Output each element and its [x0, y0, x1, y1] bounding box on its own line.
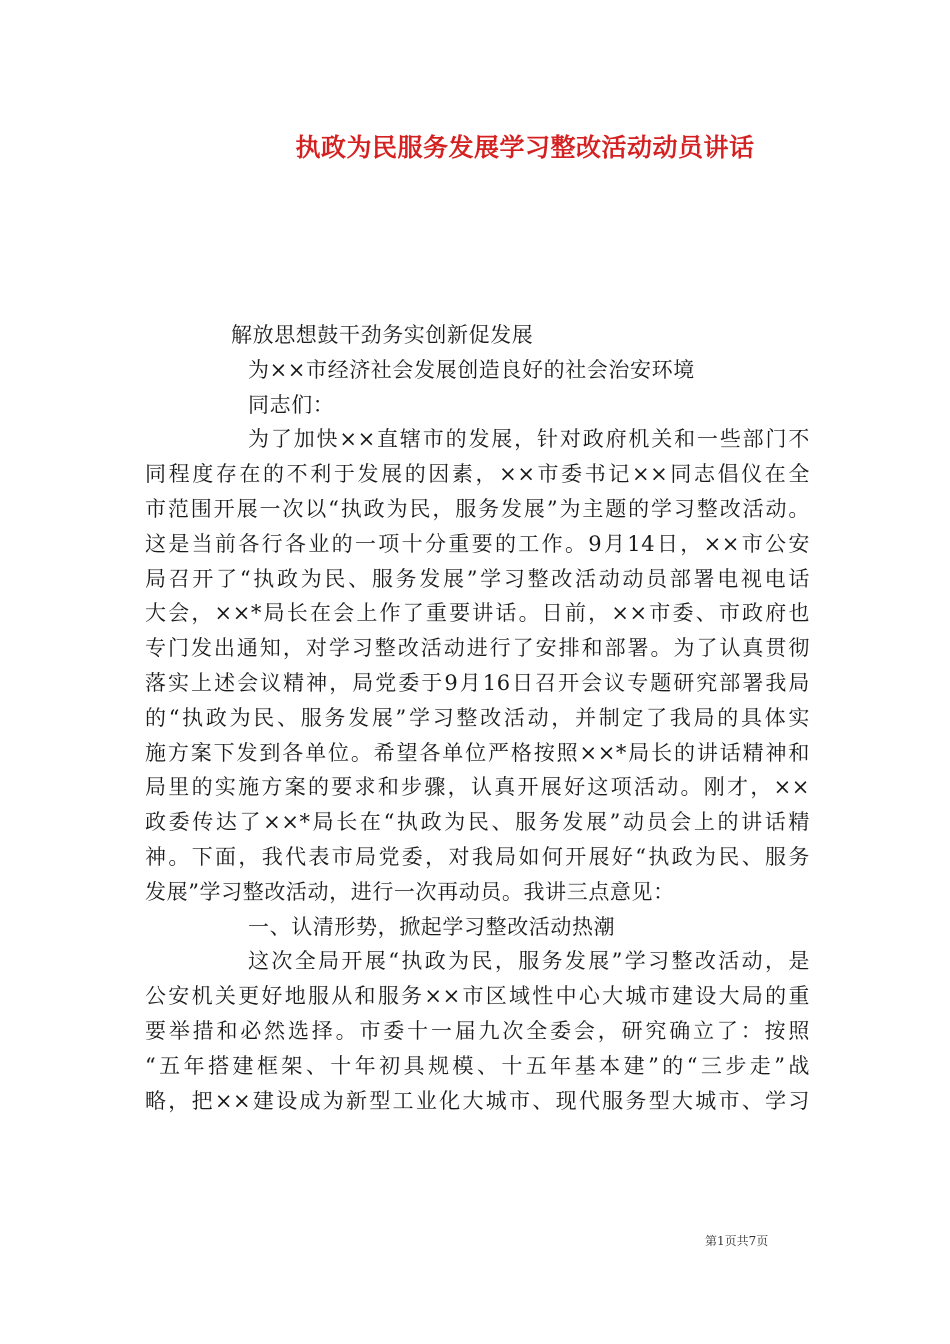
paragraph-line: 局召开了“执政为民、服务发展”学习整改活动动员部署电视电话 — [145, 566, 810, 591]
paragraph-line: 公安机关更好地服从和服务××市区域性中心大城市建设大局的重 — [145, 984, 810, 1009]
paragraph-line: 为了加快××直辖市的发展，针对政府机关和一些部门不 — [248, 427, 810, 452]
paragraph-line: 要举措和必然选择。市委十一届九次全委会，研究确立了：按照 — [145, 1018, 810, 1043]
page-number: 第1页共7页 — [705, 1234, 769, 1248]
paragraph-line: 这是当前各行各业的一项十分重要的工作。9月14日，××市公安 — [145, 531, 810, 556]
paragraph-line: 神。下面，我代表市局党委，对我局如何开展好“执政为民、服务 — [145, 844, 810, 869]
paragraph-line: 局里的实施方案的要求和步骤，认真开展好这项活动。刚才，×× — [145, 775, 810, 800]
section-heading-1: 一、认清形势，掀起学习整改活动热潮 — [248, 914, 616, 939]
paragraph-1 — [145, 422, 810, 909]
paragraph-line: 落实上述会议精神，局党委于9月16日召开会议专题研究部署我局 — [145, 670, 810, 695]
paragraph-line: 专门发出通知，对学习整改活动进行了安排和部署。为了认真贯彻 — [145, 636, 810, 661]
document-title: 执政为民服务发展学习整改活动动员讲话 — [295, 133, 755, 162]
paragraph-line: 大会，××*局长在会上作了重要讲话。日前，××市委、市政府也 — [145, 601, 810, 626]
paragraph-line: 的“执政为民、服务发展”学习整改活动，并制定了我局的具体实 — [145, 705, 810, 730]
paragraph-line: 这次全局开展“执政为民，服务发展”学习整改活动，是 — [248, 949, 810, 974]
paragraph-line: 同程度存在的不利于发展的因素，××市委书记××同志倡仪在全 — [145, 462, 810, 487]
subtitle-1: 解放思想鼓干劲务实创新促发展 — [231, 323, 534, 347]
salutation: 同志们： — [248, 392, 335, 417]
paragraph-line: 政委传达了××*局长在“执政为民、服务发展”动员会上的讲话精 — [145, 810, 810, 835]
subtitle-2: 为××市经济社会发展创造良好的社会治安环境 — [248, 357, 695, 382]
paragraph-2 — [145, 944, 810, 1118]
paragraph-line: “五年搭建框架、十年初具规模、十五年基本建”的“三步走”战 — [145, 1053, 810, 1078]
paragraph-line: 施方案下发到各单位。希望各单位严格按照××*局长的讲话精神和 — [145, 740, 810, 765]
document-body — [145, 318, 810, 1118]
paragraph-line: 发展”学习整改活动，进行一次再动员。我讲三点意见： — [145, 879, 675, 904]
paragraph-line: 略，把××建设成为新型工业化大城市、现代服务型大城市、学习 — [145, 1088, 810, 1113]
paragraph-line: 市范围开展一次以“执政为民，服务发展”为主题的学习整改活动。 — [145, 496, 810, 521]
